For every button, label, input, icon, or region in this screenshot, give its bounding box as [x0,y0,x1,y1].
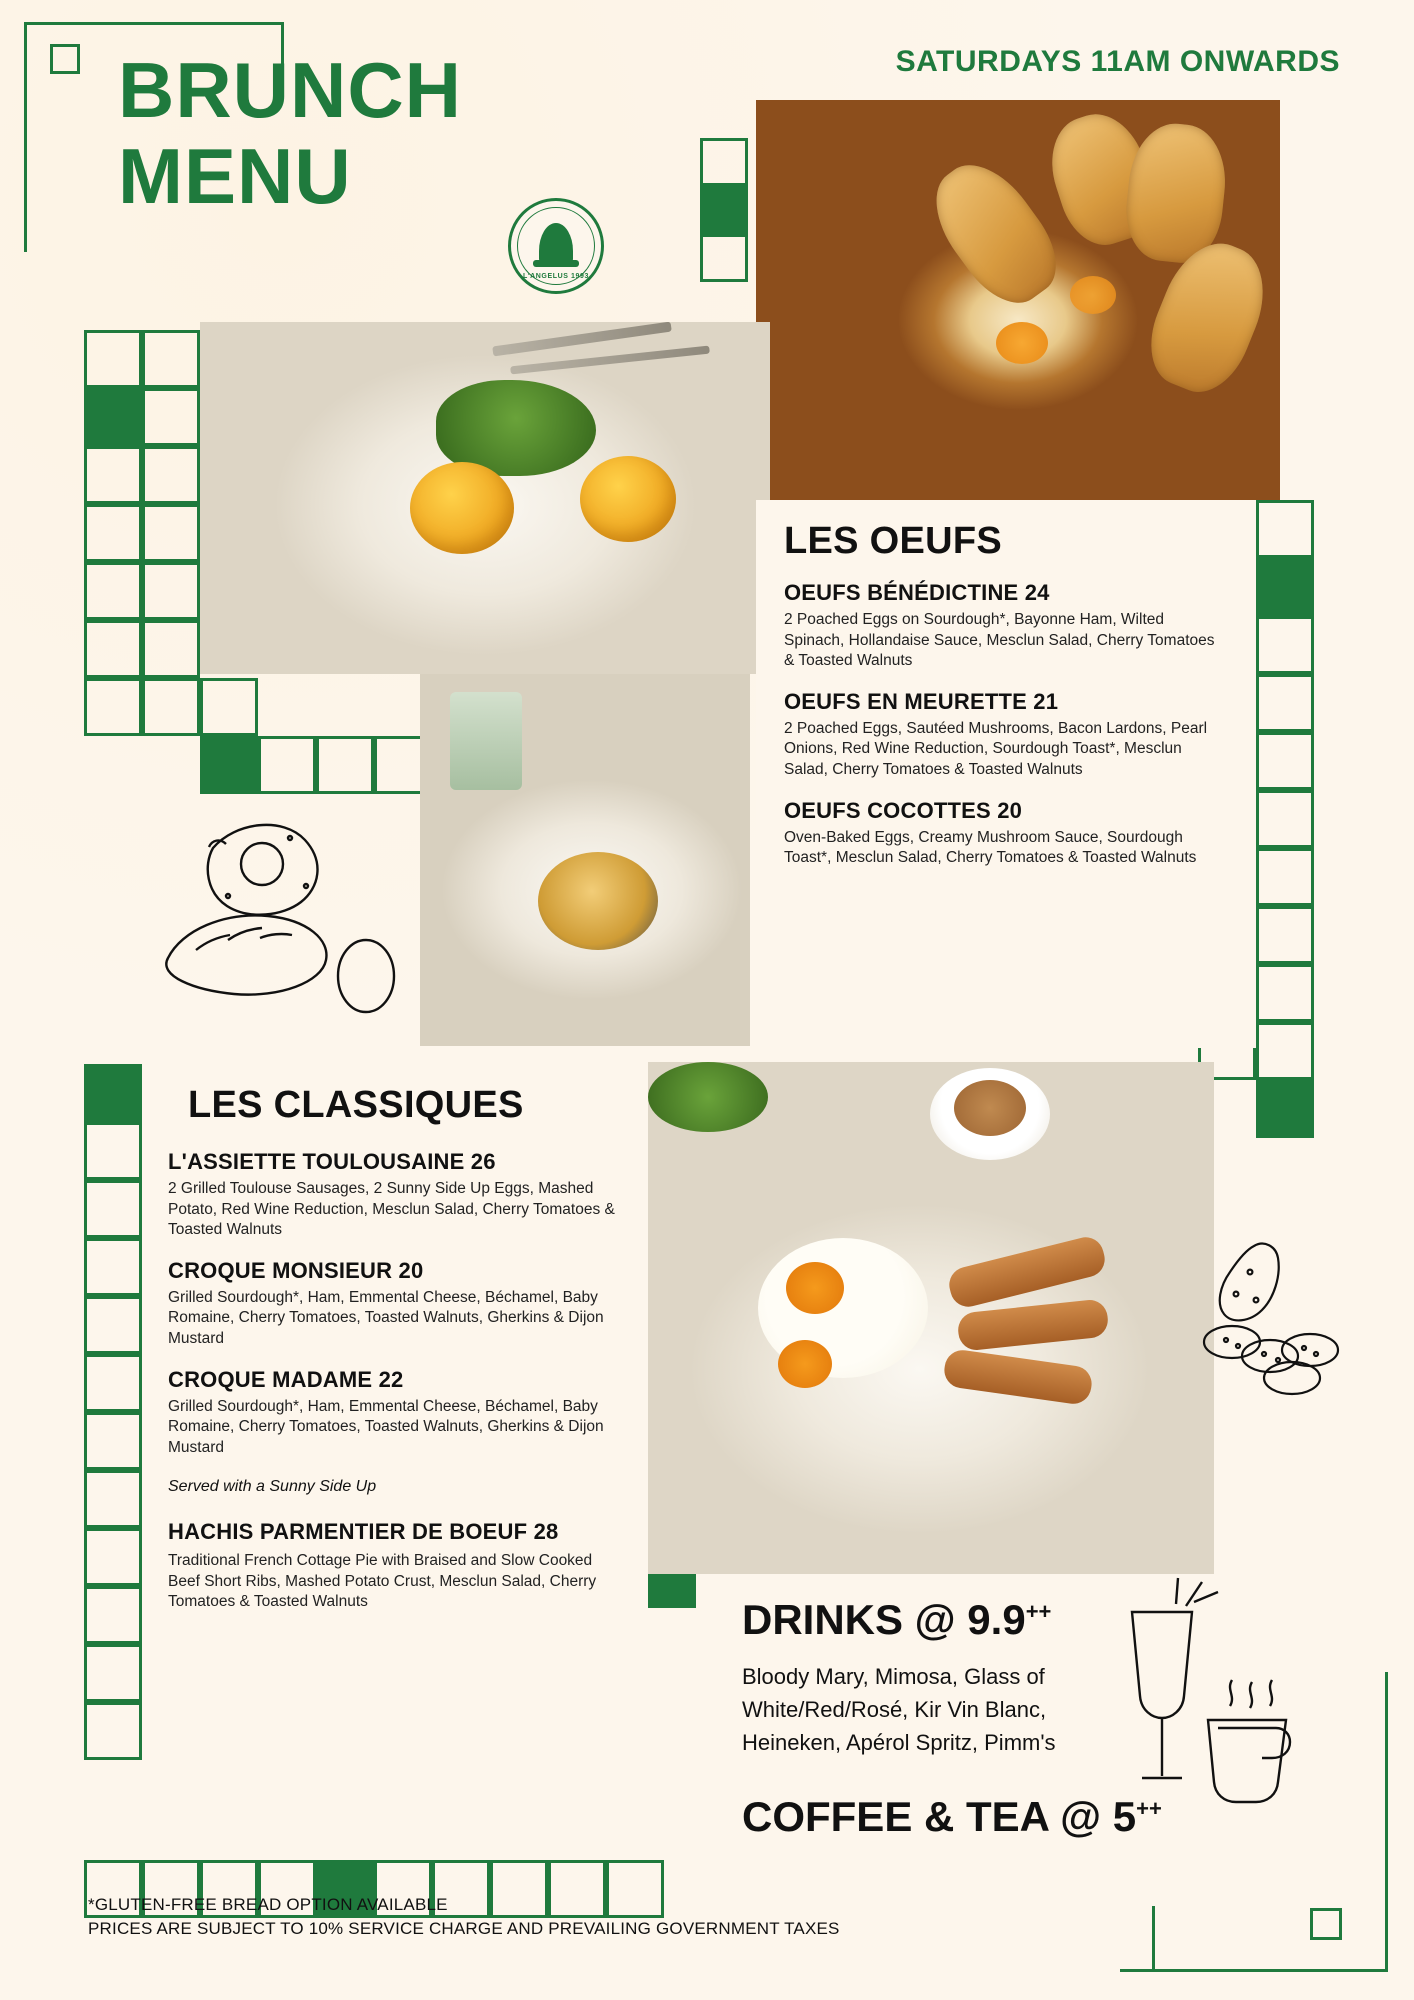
deco-square [142,562,200,620]
deco-square-filled [1256,1080,1314,1138]
menu-item-name: L'ASSIETTE TOULOUSAINE 26 [168,1149,496,1174]
corner-frame-bottom-right-mid [1152,1906,1388,1972]
deco-square [258,736,316,794]
deco-square [84,1528,142,1586]
deco-square-filled [84,1064,142,1122]
fried-egg-bread-doodle [158,808,428,1038]
section-title-les-oeufs: LES OEUFS [784,520,1003,562]
title-line-2: MENU [118,132,352,221]
menu-item-name: OEUFS COCOTTES 20 [784,797,1023,823]
drinks-title-suffix: ++ [1025,1599,1052,1624]
deco-square [84,1180,142,1238]
drinks-list: Bloody Mary, Mimosa, Glass of White/Red/Rosé, Kir Vin Blanc, Heineken, Apérol Spritz, Pimm's [742,1664,1056,1755]
deco-square [84,1702,142,1760]
deco-square [84,678,142,736]
section-drinks [712,1574,1332,1914]
menu-item-description: 2 Poached Eggs, Sautéed Mushrooms, Bacon Lardons, Pearl Onions, Red Wine Reduction, Sourdough Toast*, Mesclun Salad, Cherry Tomatoes & Toasted Walnuts [784,719,1208,779]
deco-square [142,678,200,736]
menu-item-name: OEUFS EN MEURETTE 21 [784,688,1059,714]
deco-square [84,1296,142,1354]
photo-oeufs-benedictine [200,322,770,674]
title-line-1: BRUNCH [118,46,462,134]
deco-square [1256,616,1314,674]
menu-item-description: Grilled Sourdough*, Ham, Emmental Cheese, Béchamel, Baby Romaine, Cherry Tomatoes, Toasted Walnuts, Gherkins & Dijon Mustard [168,1288,604,1348]
deco-square [1256,1022,1314,1080]
logo-label: L'ANGELUS 1993 [522,273,590,280]
menu-item-name: HACHIS PARMENTIER DE BOEUF 28 [168,1519,559,1545]
deco-square [1256,906,1314,964]
deco-square [1256,500,1314,558]
deco-square [316,736,374,794]
menu-item-description: 2 Grilled Toulouse Sausages, 2 Sunny Side Up Eggs, Mashed Potato, Red Wine Reduction, Mesclun Salad, Cherry Tomatoes & Toasted Walnuts [168,1180,615,1239]
coffee-tea-title-text: COFFEE & TEA @ 5 [742,1793,1137,1840]
corner-frame-top-left-inner [50,44,80,74]
deco-square [84,562,142,620]
menu-item-description: 2 Poached Eggs on Sourdough*, Bayonne Ham, Wilted Spinach, Hollandaise Sauce, Mesclun Salad, Cherry Tomatoes & Toasted Walnuts [784,611,1215,670]
deco-square [84,620,142,678]
deco-square [84,1238,142,1296]
menu-item-name: CROQUE MONSIEUR 20 [168,1257,424,1283]
deco-square [142,504,200,562]
deco-square [1256,732,1314,790]
deco-square [1256,964,1314,1022]
coffee-tea-title-suffix: ++ [1136,1796,1162,1821]
drinks-title-text: DRINKS @ 9.9 [742,1596,1026,1643]
deco-square [1256,848,1314,906]
deco-square [1256,790,1314,848]
deco-square [84,446,142,504]
deco-square-filled [700,186,748,234]
drinks-title [742,1596,1308,1644]
photo-assiette-toulousaine-image [648,1062,1214,1574]
photo-assiette-toulousaine [648,1062,1214,1574]
menu-item-name: CROQUE MADAME 22 [168,1366,404,1392]
page-title [118,46,462,221]
deco-square [142,388,200,446]
section-note: Served with a Sunny Side Up [168,1478,377,1496]
deco-square-filled [200,736,258,794]
menu-item-name: OEUFS BÉNÉDICTINE 24 [784,580,1050,605]
deco-square [84,1586,142,1644]
deco-square [700,234,748,282]
footnotes [88,1893,840,1942]
schedule-banner: SATURDAYS 11AM ONWARDS [895,45,1340,78]
section-les-oeufs [756,500,1256,1048]
menu-item-description: Traditional French Cottage Pie with Braised and Slow Cooked Beef Short Ribs, Mashed Potato Crust, Mesclun Salad, Cherry Tomatoes & Toasted Walnuts [168,1552,597,1611]
menu-item-description: Oven-Baked Eggs, Creamy Mushroom Sauce, Sourdough Toast*, Mesclun Salad, Cherry Tomatoes & Toasted Walnuts [784,828,1197,867]
photo-oeufs-benedictine-image [200,322,770,674]
deco-square [84,1644,142,1702]
restaurant-logo [508,198,604,294]
deco-square [84,1122,142,1180]
deco-square [142,620,200,678]
deco-square-filled [1256,558,1314,616]
deco-square [84,1470,142,1528]
photo-cocotte-small [420,674,750,1046]
deco-square [84,1412,142,1470]
footnote-service-charge: PRICES ARE SUBJECT TO 10% SERVICE CHARGE AND PREVAILING GOVERNMENT TAXES [88,1919,840,1939]
deco-square [1256,674,1314,732]
deco-square-filled [84,388,142,446]
deco-square [84,1354,142,1412]
photo-cocotte-small-image [420,674,750,1046]
deco-square [84,330,142,388]
deco-square [142,446,200,504]
sausage-slices-doodle [1192,1238,1352,1398]
deco-square [142,330,200,388]
coffee-tea-title [742,1793,1308,1841]
photo-oeufs-cocotte [756,100,1280,500]
deco-square [200,678,258,736]
section-title-les-classiques: LES CLASSIQUES [188,1084,524,1126]
footnote-gluten-free: *GLUTEN-FREE BREAD OPTION AVAILABLE [88,1894,448,1914]
section-les-classiques [142,1058,648,1818]
menu-item-description: Grilled Sourdough*, Ham, Emmental Cheese, Béchamel, Baby Romaine, Cherry Tomatoes, Toasted Walnuts, Gherkins & Dijon Mustard [168,1397,604,1456]
deco-square [84,504,142,562]
photo-oeufs-cocotte-image [756,100,1280,500]
deco-square [700,138,748,186]
